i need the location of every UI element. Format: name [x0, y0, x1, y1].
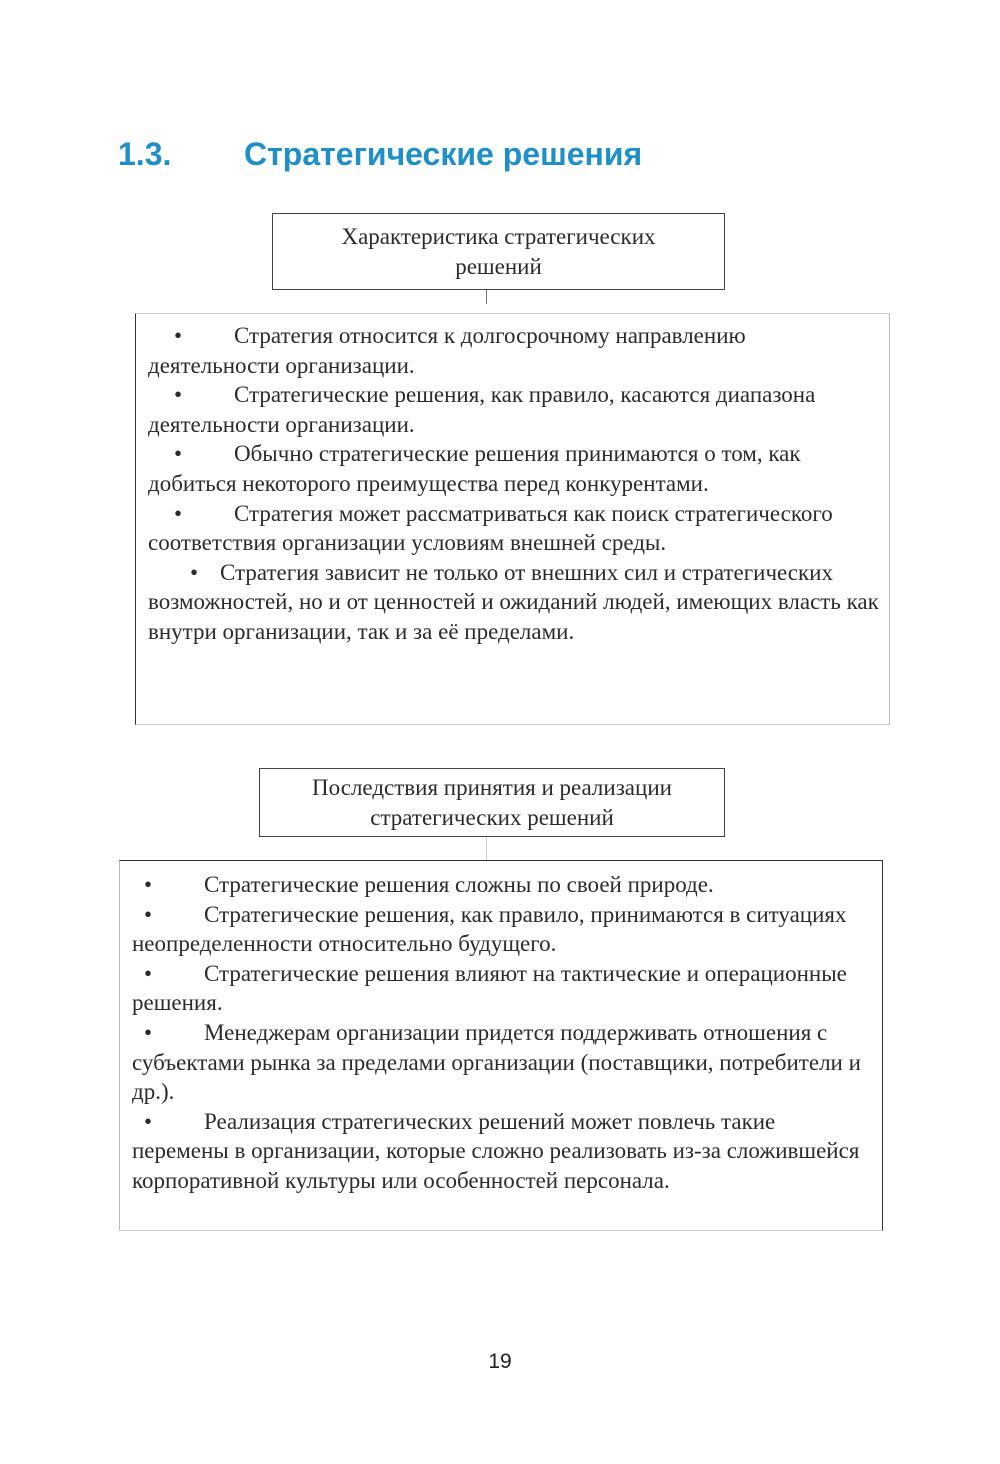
bullet-icon: •	[144, 1108, 153, 1134]
list-item: • Стратегические решения, как правило, касаются диапазона деятельности организации.	[148, 382, 816, 437]
connector-line-1	[486, 290, 487, 304]
list-item: • Стратегические решения влияют на тактические и операционные решения.	[132, 960, 847, 1016]
consequences-header-line2: стратегических решений	[370, 804, 614, 830]
characteristics-list-box	[135, 313, 890, 725]
bullet-icon: •	[144, 960, 153, 986]
section-heading	[118, 132, 642, 176]
list-item: • Стратегия зависит не только от внешних сил и стратегических возможностей, но и от ценностей и ожиданий людей, имеющих власть как внутри организации, так и за её пределами.	[148, 559, 879, 644]
section-title: Стратегические решения	[244, 136, 643, 172]
consequences-header-box	[259, 768, 725, 837]
list-item: • Обычно стратегические решения принимаются о том, как добиться некоторого преимущества перед конкурентами.	[148, 441, 801, 496]
bullet-icon: •	[174, 441, 183, 467]
bullet-icon: •	[174, 500, 183, 526]
bullet-icon: •	[174, 382, 183, 408]
bullet-icon: •	[144, 872, 153, 897]
bullet-icon: •	[190, 559, 199, 585]
connector-line-2	[486, 837, 487, 860]
characteristics-header-line2: решений	[455, 253, 542, 279]
characteristics-header-box	[272, 213, 725, 290]
list-item: • Стратегия может рассматриваться как поиск стратегического соответствия организации условиям внешней среды.	[148, 500, 833, 556]
consequences-list-box	[119, 860, 883, 1231]
list-item: • Реализация стратегических решений может повлечь такие перемены в организации, которые сложно реализовать из-за сложившейся корпоративной культуры или особенностей персонала.	[132, 1108, 860, 1193]
consequences-header-line1: Последствия принятия и реализации	[312, 774, 672, 800]
bullet-icon: •	[144, 901, 153, 927]
section-number: 1.3.	[118, 136, 172, 172]
bullet-icon: •	[174, 323, 183, 348]
characteristics-header-line1: Характеристика стратегических	[341, 223, 656, 249]
bullet-icon: •	[144, 1019, 153, 1045]
page-number: 19	[488, 1350, 512, 1373]
list-item: • Стратегические решения, как правило, принимаются в ситуациях неопределенности относительно будущего.	[132, 901, 847, 957]
list-item: • Менеджерам организации придется поддерживать отношения с субъектами рынка за пределами организации (поставщики, потребители и др.).	[132, 1019, 861, 1105]
list-item: • Стратегия относится к долгосрочному направлению деятельности организации.	[148, 323, 746, 378]
list-item: • Стратегические решения сложны по своей природе.	[132, 870, 870, 900]
